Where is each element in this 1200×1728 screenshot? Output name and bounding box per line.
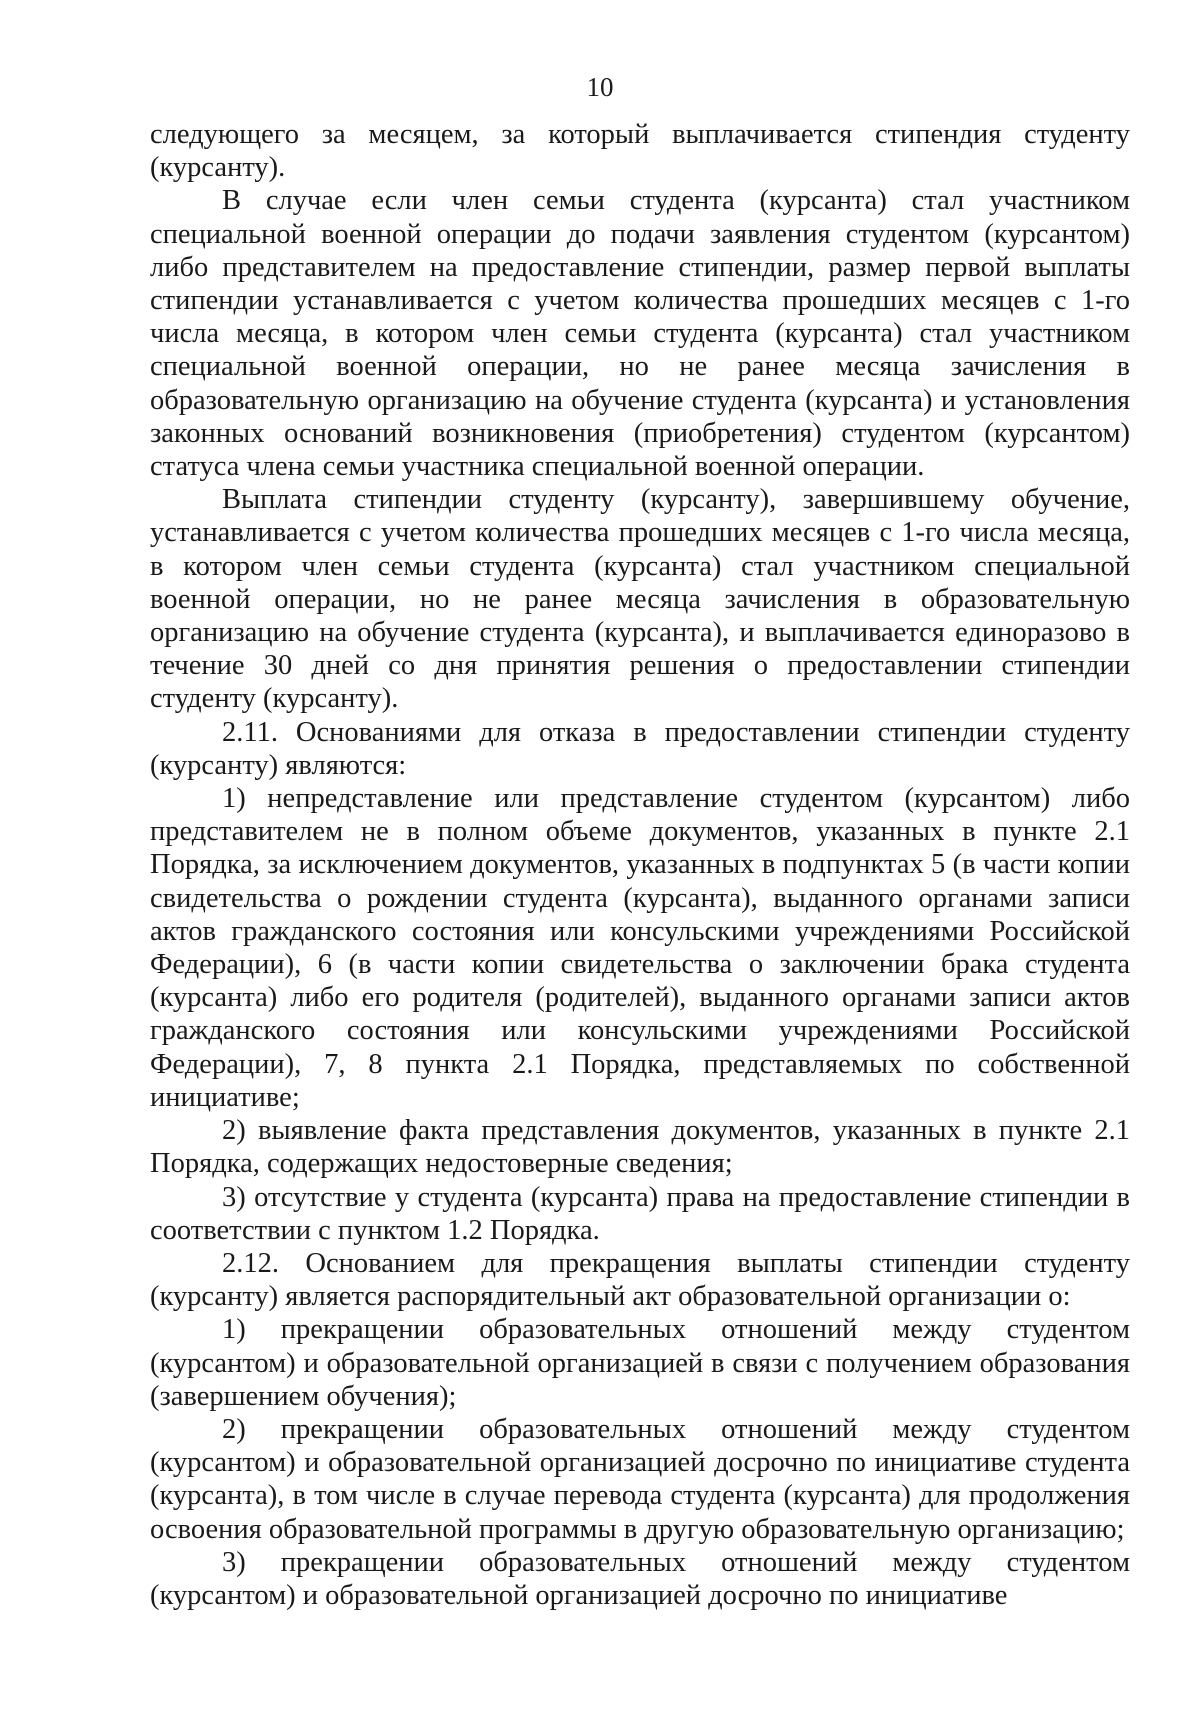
paragraph-2-11-heading: 2.11. Основаниями для отказа в предоставлении стипендии студенту (курсанту) являются: <box>150 716 1130 781</box>
paragraph-first-payment: В случае если член семьи студента (курсанта) стал участником специальной военной операции до подачи заявления студентом (курсантом) либо представителем на предоставление стипендии, размер первой выплаты стипендии устанавливается с учетом количества прошедших месяцев с 1-го числа месяца, в котором член семьи студента (курсанта) стал участником специальной военной операции, но не ранее месяца зачисления в образовательную организацию на обучение студента (курсанта) и установления законных оснований возникновения (приобретения) студентом (курсантом) статуса члена семьи участника специальной военной операции. <box>150 185 1130 483</box>
document-body <box>150 118 1130 1612</box>
paragraph-graduate-payment: Выплата стипендии студенту (курсанту), завершившему обучение, устанавливается с учетом количества прошедших месяцев с 1-го числа месяца, в котором член семьи студента (курсанта) стал участником специальной военной операции, но не ранее месяца зачисления в образовательную организацию на обучение студента (курсанта), и выплачивается единоразово в течение 30 дней со дня принятия решения о предоставлении стипендии студенту (курсанту). <box>150 484 1130 715</box>
paragraph-2-11-item-2: 2) выявление факта представления документов, указанных в пункте 2.1 Порядка, содержащих недостоверные сведения; <box>150 1115 1130 1180</box>
paragraph-2-12-item-3: 3) прекращении образовательных отношений между студентом (курсантом) и образовательной организацией досрочно по инициативе <box>150 1546 1130 1611</box>
paragraph-2-12-item-1: 1) прекращении образовательных отношений между студентом (курсантом) и образовательной организацией в связи с получением образования (завершением обучения); <box>150 1314 1130 1412</box>
paragraph-2-11-item-3: 3) отсутствие у студента (курсанта) права на предоставление стипендии в соответствии с пунктом 1.2 Порядка. <box>150 1181 1130 1246</box>
paragraph-continuation: следующего за месяцем, за который выплачивается стипендия студенту (курсанту). <box>150 119 1130 184</box>
paragraph-2-12-heading: 2.12. Основанием для прекращения выплаты стипендии студенту (курсанту) является распорядительный акт образовательной организации о: <box>150 1247 1130 1313</box>
paragraph-2-11-item-1: 1) непредставление или представление студентом (курсантом) либо представителем не в полном объеме документов, указанных в пункте 2.1 Порядка, за исключением документов, указанных в подпунктах 5 (в части копии свидетельства о рождении студента (курсанта), выданного органами записи актов гражданского состояния или консульскими учреждениями Российской Федерации), 6 (в части копии свидетельства о заключении брака студента (курсанта) либо его родителя (родителей), выданного органами записи актов гражданского состояния или консульскими учреждениями Российской Федерации), 7, 8 пункта 2.1 Порядка, представляемых по собственной инициативе; <box>150 783 1130 1113</box>
paragraph-2-12-item-2: 2) прекращении образовательных отношений между студентом (курсантом) и образовательной организацией досрочно по инициативе студента (курсанта), в том числе в случае перевода студента (курсанта) для продолжения освоения образовательной программы в другую образовательную организацию; <box>150 1413 1130 1545</box>
page-number: 10 <box>586 72 614 102</box>
